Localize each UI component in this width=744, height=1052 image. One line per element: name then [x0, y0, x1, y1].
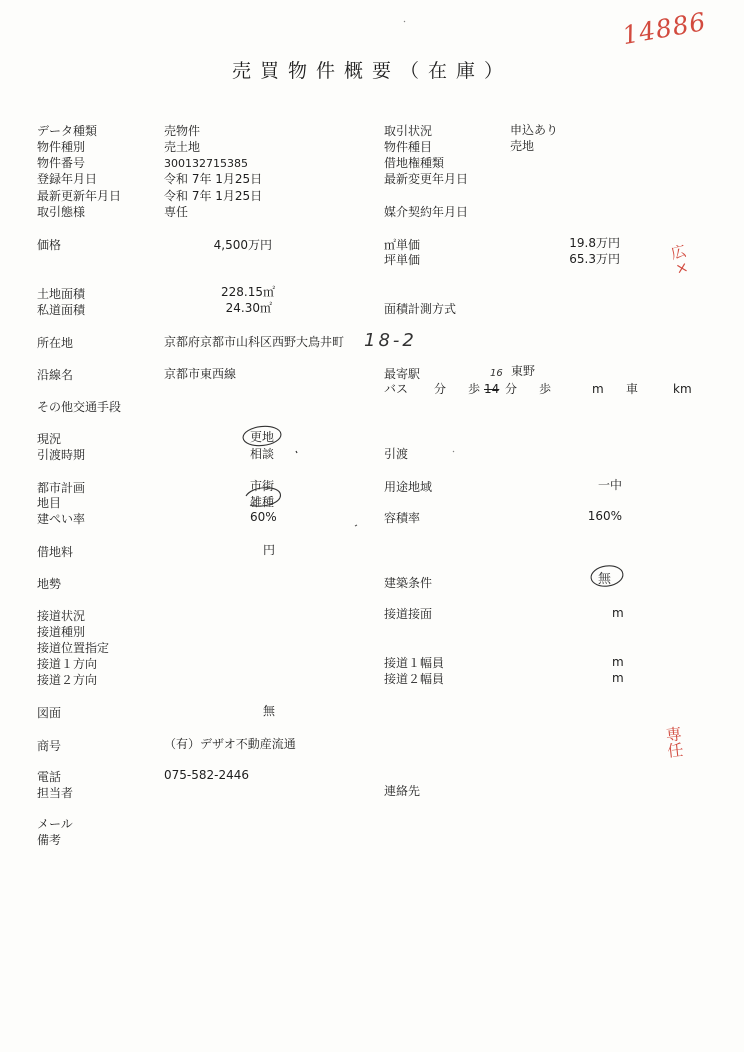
label-car: 車	[626, 382, 639, 396]
tick-mark	[296, 451, 297, 453]
label-bus-walk: 歩	[468, 382, 481, 396]
handwritten-doc-number: 14886	[620, 6, 709, 51]
value-coverage-ratio: 60%	[250, 510, 277, 524]
label-use-zone: 用途地域	[384, 480, 433, 494]
value-transaction-mode: 専任	[164, 205, 189, 219]
label-meters: m	[592, 382, 604, 396]
label-terrain: 地勢	[37, 577, 62, 591]
value-property-item: 売地	[510, 139, 535, 153]
label-price: 価格	[37, 238, 62, 252]
label-floor-area-ratio: 容積率	[384, 511, 421, 525]
label-transaction-mode: 取引態様	[37, 205, 86, 219]
handwritten-ad-note: 広×	[667, 242, 693, 279]
label-other-transport: その他交通手段	[37, 400, 122, 414]
value-company: （有）デザオ不動産流通	[164, 737, 296, 751]
label-walk-minutes: 分	[505, 382, 518, 396]
label-property-item: 物件種目	[384, 140, 433, 154]
label-road-designation: 接道位置指定	[37, 641, 110, 655]
label-handover-timing: 引渡時期	[37, 448, 86, 462]
label-road-direction-2: 接道２方向	[37, 673, 98, 687]
value-ground-rent: 円	[263, 543, 276, 557]
tick-mark	[355, 525, 357, 526]
label-contact: 連絡先	[384, 784, 421, 798]
label-current-status: 現況	[37, 432, 62, 446]
label-area-measurement: 面積計測方式	[384, 302, 457, 316]
value-land-area: 228.15㎡	[221, 285, 275, 299]
label-ground-rent: 借地料	[37, 545, 74, 559]
value-line: 京都市東西線	[164, 367, 237, 381]
value-phone: 075-582-2446	[164, 768, 250, 782]
label-land-category: 地目	[37, 496, 62, 510]
label-building-condition: 建築条件	[384, 576, 433, 590]
value-drawing: 無	[263, 704, 276, 718]
label-location: 所在地	[37, 336, 74, 350]
label-bus: バス	[384, 382, 409, 396]
value-walk-minutes: 14	[484, 382, 500, 396]
value-property-kind: 売土地	[164, 140, 201, 154]
label-brokerage-date: 媒介契約年月日	[384, 205, 469, 219]
value-road-width-2: m	[612, 671, 624, 685]
label-registered-date: 登録年月日	[37, 172, 98, 186]
label-city-planning: 都市計画	[37, 481, 86, 495]
value-updated-date: 令和 7年 1月25日	[164, 189, 263, 203]
handwritten-address-suffix: 18-2	[364, 330, 417, 351]
label-road-width-1: 接道１幅員	[384, 656, 445, 670]
label-data-type: データ種類	[37, 124, 98, 138]
label-remarks: 備考	[37, 833, 62, 847]
tick-mark	[453, 451, 454, 452]
label-nearest-station: 最寄駅	[384, 367, 421, 381]
value-private-road-area: 24.30㎡	[225, 301, 272, 315]
value-nearest-station: 東野	[511, 364, 536, 378]
handwritten-exclusive-note: 専任	[662, 725, 685, 759]
label-road-width-2: 接道２幅員	[384, 672, 445, 686]
label-price-per-sqm: ㎡単価	[384, 238, 421, 252]
label-road-type: 接道種別	[37, 625, 86, 639]
label-land-area: 土地面積	[37, 287, 86, 301]
label-line: 沿線名	[37, 368, 74, 382]
label-updated-date: 最新更新年月日	[37, 189, 122, 203]
tick-mark	[404, 21, 405, 22]
label-road-direction-1: 接道１方向	[37, 657, 98, 671]
label-company: 商号	[37, 739, 62, 753]
label-drawing: 図面	[37, 706, 62, 720]
label-road-status: 接道状況	[37, 609, 86, 623]
label-property-number: 物件番号	[37, 156, 86, 170]
label-transaction-status: 取引状況	[384, 124, 433, 138]
value-transaction-status: 申込あり	[510, 123, 559, 137]
value-price-per-tsubo: 65.3万円	[569, 252, 620, 266]
value-handover-timing: 相談	[250, 447, 275, 461]
value-land-category: 雑種	[250, 495, 275, 509]
label-coverage-ratio: 建ぺい率	[37, 512, 86, 526]
label-price-per-tsubo: 坪単価	[384, 253, 421, 267]
value-registered-date: 令和 7年 1月25日	[164, 172, 263, 186]
label-property-kind: 物件種別	[37, 140, 86, 154]
label-leasehold-type: 借地権種類	[384, 156, 445, 170]
value-price-per-sqm: 19.8万円	[569, 236, 620, 250]
label-road-frontage: 接道接面	[384, 607, 433, 621]
label-bus-minutes: 分	[434, 382, 447, 396]
value-use-zone: 一中	[597, 478, 622, 492]
value-road-width-1: m	[612, 655, 624, 669]
label-phone: 電話	[37, 770, 62, 784]
value-price: 4,500万円	[213, 238, 272, 252]
label-latest-change-date: 最新変更年月日	[384, 172, 469, 186]
value-road-frontage: m	[612, 606, 624, 620]
label-private-road-area: 私道面積	[37, 303, 86, 317]
value-current-status: 更地	[250, 430, 275, 444]
value-property-number: 300132715385	[164, 157, 248, 170]
handwritten-building-condition: 無	[598, 572, 612, 587]
value-city-planning: 市街	[250, 479, 275, 493]
value-data-type: 売物件	[164, 124, 201, 138]
value-floor-area-ratio: 160%	[587, 509, 622, 523]
page-title: 売買物件概要（在庫）	[231, 60, 512, 82]
label-handover: 引渡	[384, 447, 409, 461]
handwritten-walk-correction: 16	[490, 368, 503, 379]
label-email: メール	[37, 817, 73, 831]
label-walk: 歩	[539, 382, 552, 396]
value-location: 京都府京都市山科区西野大鳥井町	[164, 335, 345, 349]
label-kilometers: km	[673, 382, 692, 396]
label-person-in-charge: 担当者	[37, 786, 74, 800]
